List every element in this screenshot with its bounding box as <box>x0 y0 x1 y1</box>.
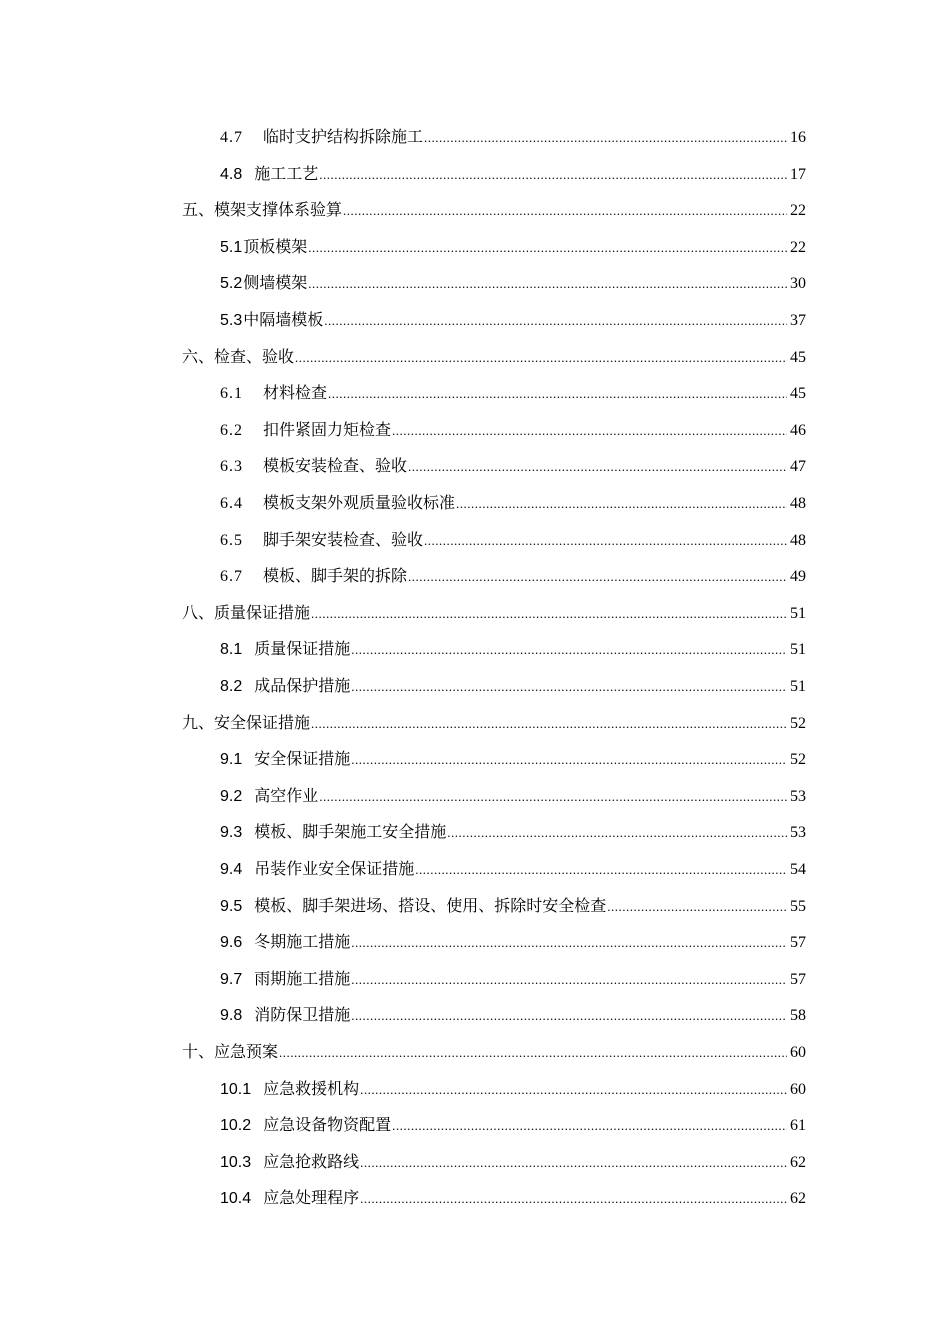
toc-entry-page-number: 45 <box>790 348 806 366</box>
toc-dot-leader <box>424 526 787 556</box>
toc-entry-title: 脚手架安装检查、验收 <box>263 529 424 549</box>
toc-entry-number: 8.1 <box>220 641 243 659</box>
toc-entry-page-number: 58 <box>790 1007 806 1025</box>
toc-entry[interactable] <box>220 1147 806 1177</box>
toc-entry-title: 模板支架外观质量验收标准 <box>263 493 456 512</box>
toc-dot-leader <box>415 855 787 885</box>
toc-entry-number: 4.8 <box>220 165 243 183</box>
toc-dot-leader <box>351 928 787 958</box>
toc-entry[interactable] <box>220 232 806 262</box>
toc-entry[interactable] <box>182 342 806 372</box>
toc-entry[interactable] <box>220 1110 806 1140</box>
toc-entry-number: 9.4 <box>220 861 243 878</box>
toc-entry[interactable] <box>220 561 806 591</box>
toc-entry-page-number: 48 <box>790 531 806 549</box>
toc-entry-page-number: 61 <box>790 1117 806 1135</box>
toc-entry-number: 5.3 <box>220 312 243 329</box>
toc-entry[interactable] <box>220 122 806 152</box>
toc-dot-leader <box>324 306 787 336</box>
toc-entry-title: 模板、脚手架的拆除 <box>263 566 408 586</box>
toc-entry[interactable] <box>220 891 806 921</box>
toc-entry-title: 六、检查、验收 <box>182 346 295 366</box>
toc-entry-number: 9.1 <box>220 751 243 769</box>
toc-entry-title: 应急救援机构 <box>263 1078 360 1098</box>
toc-dot-leader <box>351 635 787 665</box>
toc-dot-leader <box>447 818 787 848</box>
toc-entry-number: 6.7 <box>220 568 243 586</box>
toc-entry-number: 10.3 <box>220 1153 252 1171</box>
toc-entry-title: 十、应急预案 <box>182 1042 279 1061</box>
toc-entry-page-number: 45 <box>790 385 806 403</box>
toc-dot-leader <box>343 196 787 226</box>
toc-entry-title: 吊装作业安全保证措施 <box>254 859 415 878</box>
toc-entry-page-number: 17 <box>790 165 806 183</box>
toc-entry[interactable] <box>220 671 806 701</box>
toc-entry-number: 6.2 <box>220 421 243 439</box>
toc-dot-leader <box>351 965 787 995</box>
toc-entry-page-number: 37 <box>790 312 806 329</box>
toc-entry-number: 6.1 <box>220 385 243 403</box>
toc-entry-number: 9.3 <box>220 824 243 842</box>
toc-entry-page-number: 60 <box>790 1044 806 1061</box>
toc-dot-leader <box>424 123 787 153</box>
toc-entry-page-number: 47 <box>790 458 806 476</box>
toc-dot-leader <box>351 1001 787 1031</box>
toc-entry-number: 9.6 <box>220 934 243 952</box>
toc-entry-title: 中隔墙模板 <box>243 310 324 329</box>
toc-entry[interactable] <box>220 744 806 774</box>
toc-entry-title: 消防保卫措施 <box>254 1005 351 1025</box>
toc-entry-page-number: 49 <box>790 568 806 586</box>
toc-entry[interactable] <box>182 708 806 738</box>
toc-entry-page-number: 57 <box>790 970 806 988</box>
toc-dot-leader <box>319 160 787 190</box>
toc-entry-page-number: 62 <box>790 1190 806 1208</box>
toc-entry-page-number: 48 <box>790 495 806 512</box>
toc-entry-title: 材料检查 <box>263 383 328 403</box>
toc-dot-leader <box>607 892 787 922</box>
toc-entry[interactable] <box>220 1183 806 1213</box>
toc-entry-number: 10.2 <box>220 1117 252 1135</box>
toc-entry-title: 九、安全保证措施 <box>182 712 311 732</box>
toc-entry-title: 雨期施工措施 <box>254 968 351 988</box>
toc-dot-leader <box>360 1148 787 1178</box>
toc-entry-page-number: 53 <box>790 824 806 842</box>
toc-entry-page-number: 51 <box>790 641 806 659</box>
toc-dot-leader <box>311 599 787 629</box>
toc-entry-page-number: 52 <box>790 714 806 732</box>
toc-entry-number: 6.5 <box>220 531 243 549</box>
toc-entry[interactable] <box>220 964 806 994</box>
toc-entry-number: 4.7 <box>220 129 243 146</box>
toc-dot-leader <box>295 343 787 373</box>
toc-entry[interactable] <box>220 525 806 555</box>
toc-entry-page-number: 62 <box>790 1153 806 1171</box>
toc-entry-number: 8.2 <box>220 678 243 695</box>
toc-entry-page-number: 52 <box>790 751 806 769</box>
toc-dot-leader <box>408 452 787 482</box>
toc-entry-title: 安全保证措施 <box>254 749 351 769</box>
toc-dot-leader <box>311 709 787 739</box>
toc-entry-page-number: 60 <box>790 1080 806 1098</box>
toc-entry-title: 临时支护结构拆除施工 <box>263 127 424 146</box>
toc-entry-number: 5.2 <box>220 275 243 293</box>
toc-dot-leader <box>392 416 787 446</box>
toc-dot-leader <box>319 782 787 812</box>
toc-entry[interactable] <box>220 817 806 847</box>
toc-entry[interactable] <box>182 195 806 225</box>
toc-entry-title: 应急抢救路线 <box>263 1151 360 1171</box>
toc-entry-title: 质量保证措施 <box>254 639 351 659</box>
toc-entry-title: 施工工艺 <box>254 163 319 183</box>
toc-entry[interactable] <box>220 1000 806 1030</box>
toc-entry-title: 成品保护措施 <box>254 676 351 695</box>
toc-entry[interactable] <box>220 854 806 884</box>
toc-entry-page-number: 57 <box>790 934 806 952</box>
toc-dot-leader <box>308 269 787 299</box>
toc-dot-leader <box>408 562 787 592</box>
toc-entry[interactable] <box>220 378 806 408</box>
toc-entry[interactable] <box>220 268 806 298</box>
toc-entry-page-number: 53 <box>790 787 806 805</box>
toc-dot-leader <box>328 379 787 409</box>
toc-entry[interactable] <box>220 927 806 957</box>
toc-entry-number: 9.8 <box>220 1007 243 1025</box>
toc-entry[interactable] <box>220 451 806 481</box>
toc-entry-number: 5.1 <box>220 238 243 256</box>
toc-entry-page-number: 16 <box>790 129 806 146</box>
toc-entry-title: 模板、脚手架施工安全措施 <box>254 822 447 842</box>
toc-entry-number: 6.4 <box>220 495 243 512</box>
toc-entry-number: 10.4 <box>220 1190 252 1208</box>
toc-entry-number: 6.3 <box>220 458 243 476</box>
toc-entry[interactable] <box>220 488 806 518</box>
toc-entry-page-number: 54 <box>790 861 806 878</box>
toc-entry-title: 冬期施工措施 <box>254 932 351 952</box>
toc-entry[interactable] <box>182 1037 806 1067</box>
toc-entry-page-number: 55 <box>790 897 806 915</box>
toc-entry-title: 应急处理程序 <box>263 1188 360 1208</box>
toc-entry-number: 9.2 <box>220 787 243 805</box>
toc-dot-leader <box>392 1111 787 1141</box>
toc-entry-title: 模板、脚手架进场、搭设、使用、拆除时安全检查 <box>254 895 607 915</box>
toc-entry-page-number: 51 <box>790 604 806 622</box>
toc-entry[interactable] <box>220 305 806 335</box>
toc-entry-number: 9.7 <box>220 970 243 988</box>
toc-entry-title: 侧墙模架 <box>243 273 308 293</box>
toc-entry[interactable] <box>182 598 806 628</box>
toc-dot-leader <box>360 1075 787 1105</box>
toc-entry-page-number: 46 <box>790 421 806 439</box>
toc-dot-leader <box>456 489 787 519</box>
toc-entry-number: 10.1 <box>220 1080 252 1098</box>
toc-entry-page-number: 51 <box>790 678 806 695</box>
toc-entry[interactable] <box>220 634 806 664</box>
toc-entry[interactable] <box>220 415 806 445</box>
toc-dot-leader <box>351 745 787 775</box>
toc-entry-title: 五、模架支撑体系验算 <box>182 200 343 220</box>
toc-entry-page-number: 30 <box>790 275 806 293</box>
toc-dot-leader <box>360 1184 787 1214</box>
toc-entry[interactable] <box>220 1074 806 1104</box>
toc-dot-leader <box>351 672 787 702</box>
toc-entry-title: 应急设备物资配置 <box>263 1115 392 1135</box>
toc-dot-leader <box>279 1038 787 1068</box>
toc-entry-page-number: 22 <box>790 202 806 220</box>
toc-entry-title: 高空作业 <box>254 785 319 805</box>
toc-entry[interactable] <box>220 781 806 811</box>
toc-entry[interactable] <box>220 159 806 189</box>
toc-entry-page-number: 22 <box>790 238 806 256</box>
toc-entry-title: 扣件紧固力矩检查 <box>263 419 392 439</box>
toc-entry-title: 顶板模架 <box>243 236 308 256</box>
toc-entry-title: 模板安装检查、验收 <box>263 456 408 476</box>
toc-entry-title: 八、质量保证措施 <box>182 602 311 622</box>
toc-dot-leader <box>308 233 787 263</box>
toc-entry-number: 9.5 <box>220 897 243 915</box>
